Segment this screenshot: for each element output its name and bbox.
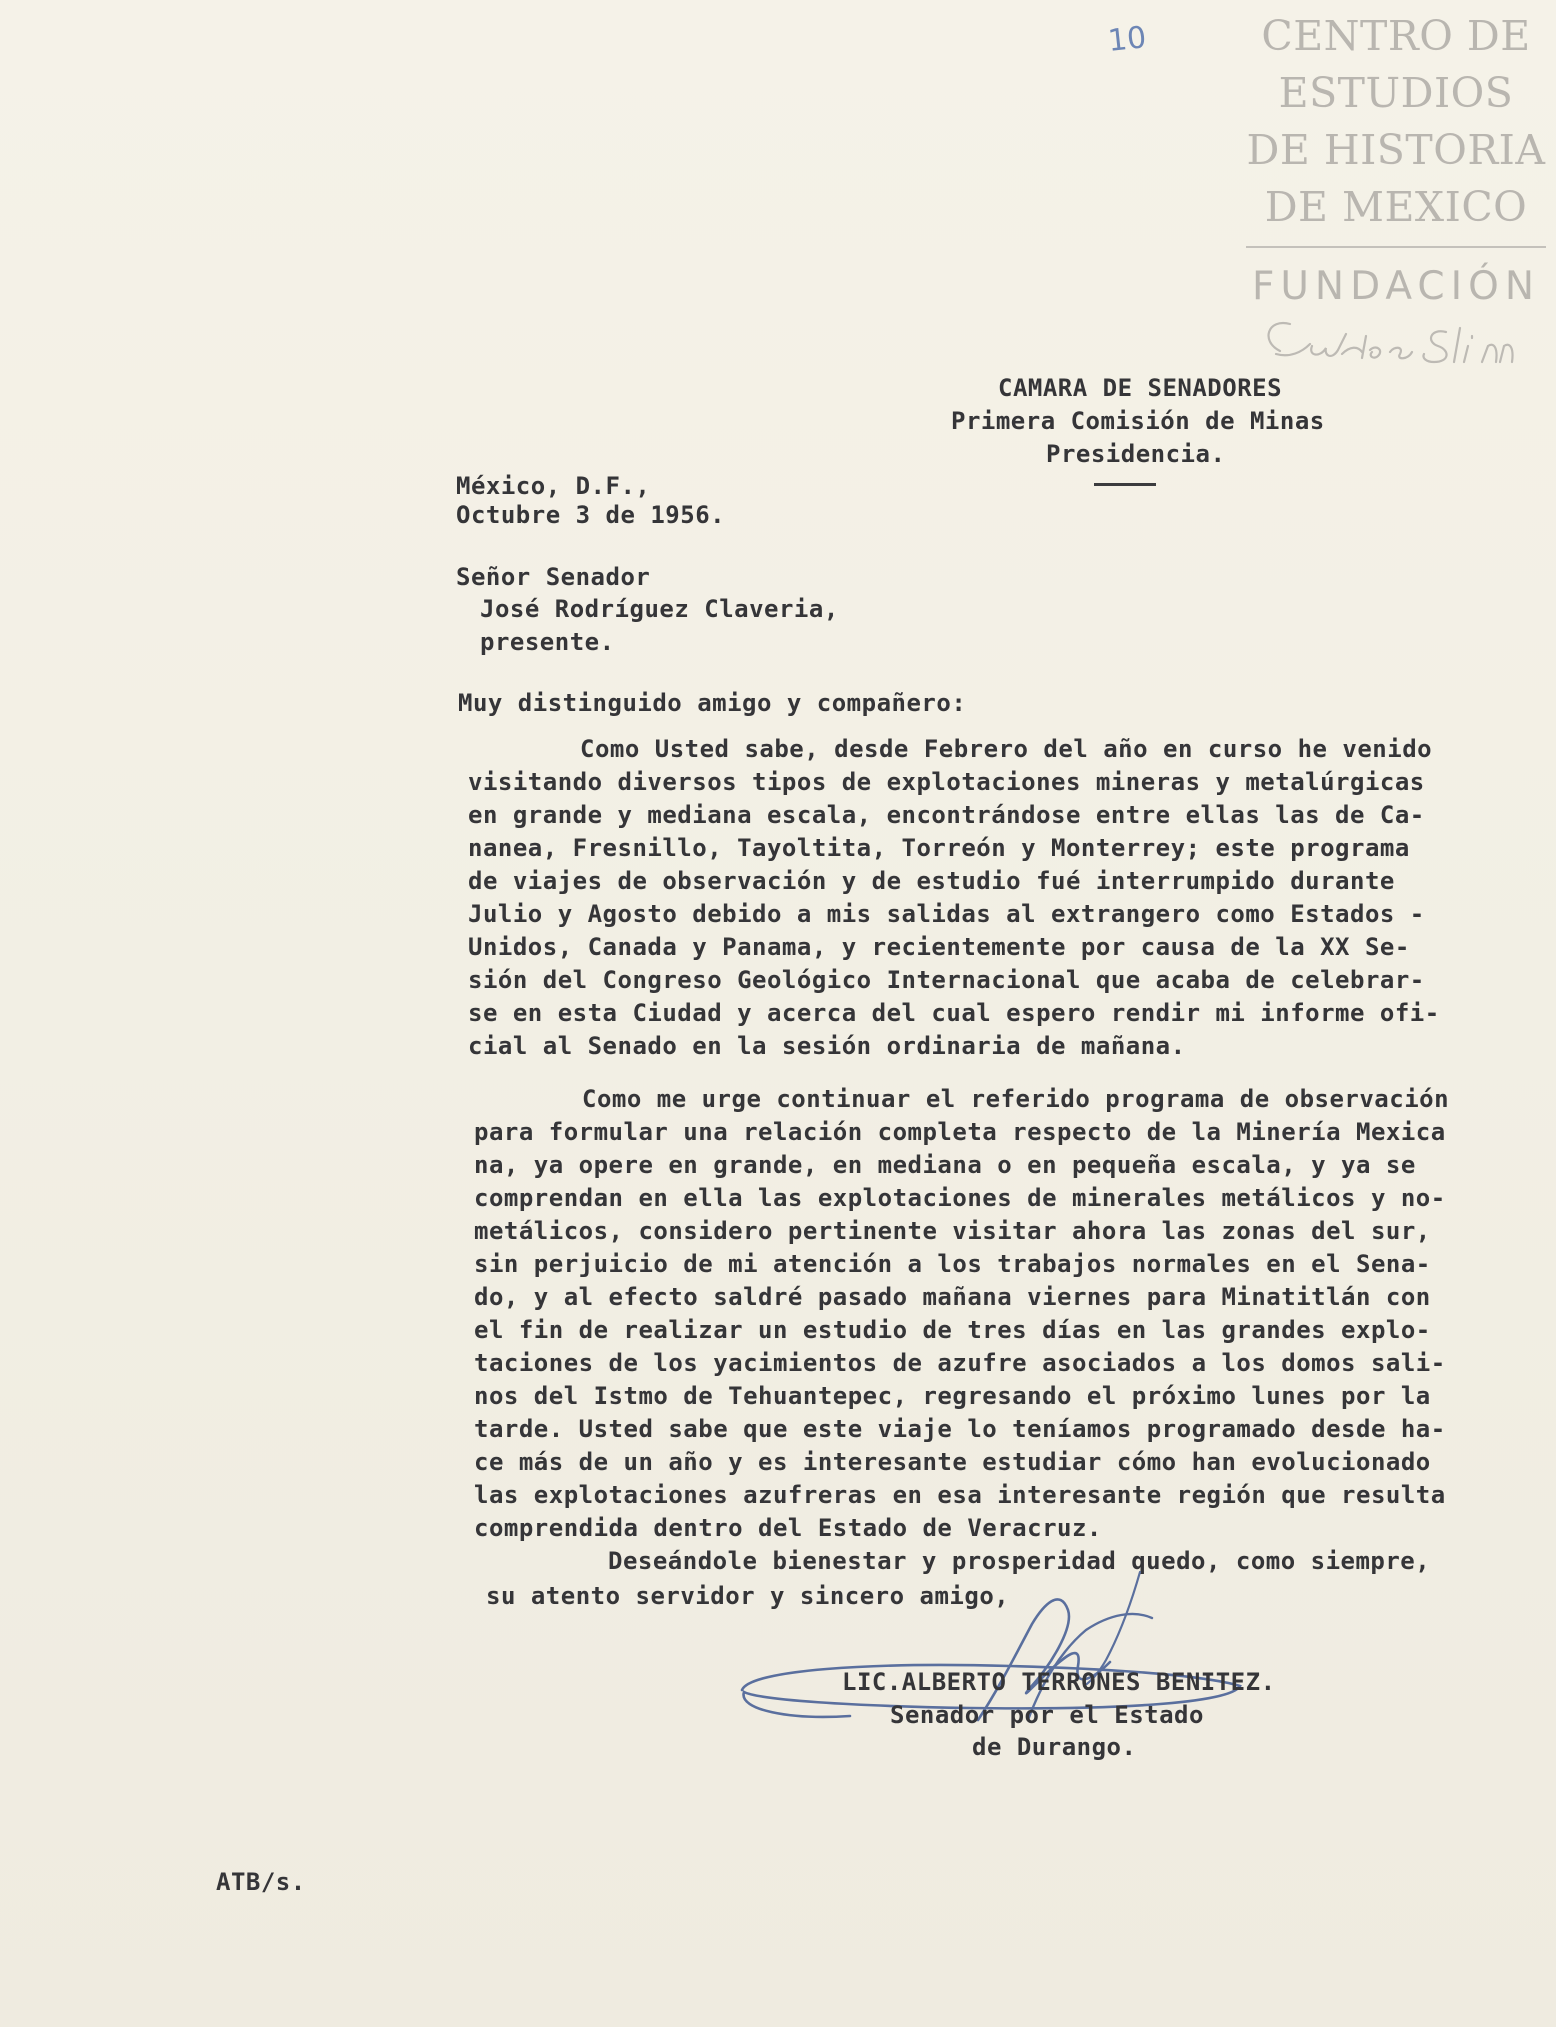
paragraph-line: Como me urge continuar el referido programa de observación — [582, 1085, 1450, 1113]
signer-name: LIC.ALBERTO TERRONES BENITEZ. — [842, 1668, 1276, 1696]
recipient-presente: presente. — [480, 628, 615, 656]
page-number-mark: 10 — [1106, 20, 1148, 59]
recipient-title: Señor Senador — [456, 563, 651, 591]
paragraph-line: comprendida dentro del Estado de Veracruz. — [474, 1514, 1102, 1542]
watermark-line: DE HISTORIA — [1246, 126, 1546, 174]
paragraph-line: Julio y Agosto debido a mis salidas al extrangero como Estados - — [468, 900, 1425, 928]
paragraph-line: tarde. Usted sabe que este viaje lo teníamos programado desde ha- — [474, 1415, 1446, 1443]
paragraph-line: Como Usted sabe, desde Febrero del año en curso he venido — [580, 735, 1433, 763]
paragraph-line: sión del Congreso Geológico Internacional que acaba de celebrar- — [468, 966, 1425, 994]
closing-line-2: su atento servidor y sincero amigo, — [486, 1582, 1010, 1610]
date-place: México, D.F., — [456, 472, 651, 500]
watermark-line: CENTRO DE — [1261, 12, 1531, 60]
watermark-line: ESTUDIOS — [1278, 69, 1514, 117]
paragraph-line: metálicos, considero pertinente visitar ahora las zonas del sur, — [474, 1217, 1431, 1245]
watermark-foundation: FUNDACIÓN — [1251, 264, 1541, 309]
letterhead-underline — [1094, 483, 1156, 486]
paragraph-line: sin perjuicio de mi atención a los trabajos normales en el Sena- — [474, 1250, 1431, 1278]
watermark-line: DE MEXICO — [1264, 183, 1528, 231]
paragraph-line: el fin de realizar un estudio de tres días en las grandes explo- — [474, 1316, 1431, 1344]
paragraph-line: nos del Istmo de Tehuantepec, regresando el próximo lunes por la — [474, 1382, 1431, 1410]
letterhead-presidency: Presidencia. — [1046, 440, 1226, 468]
paragraph-line: na, ya opere en grande, en mediana o en pequeña escala, y ya se — [474, 1151, 1416, 1179]
paragraph-line: cial al Senado en la sesión ordinaria de mañana. — [468, 1032, 1186, 1060]
paragraph-line: para formular una relación completa respecto de la Minería Mexica — [474, 1118, 1446, 1146]
watermark-divider — [1246, 246, 1546, 248]
date-line: Octubre 3 de 1956. — [456, 501, 726, 529]
watermark-signature — [1250, 306, 1550, 386]
paragraph-line: visitando diversos tipos de explotaciones mineras y metalúrgicas — [468, 768, 1425, 796]
signer-title: Senador por el Estado — [890, 1701, 1204, 1729]
paragraph-line: en grande y mediana escala, encontrándose entre ellas las de Ca- — [468, 801, 1425, 829]
paragraph-line: ce más de un año y es interesante estudiar cómo han evolucionado — [474, 1448, 1431, 1476]
paragraph-line: comprendan en ella las explotaciones de minerales metálicos y no- — [474, 1184, 1446, 1212]
paragraph-line: taciones de los yacimientos de azufre asociados a los domos sali- — [474, 1349, 1446, 1377]
paragraph-line: se en esta Ciudad y acerca del cual espero rendir mi informe ofi- — [468, 999, 1440, 1027]
paragraph-line: nanea, Fresnillo, Tayoltita, Torreón y Monterrey; este programa — [468, 834, 1410, 862]
recipient-name: José Rodríguez Claveria, — [480, 595, 839, 623]
closing-line-1: Deseándole bienestar y prosperidad quedo, como siempre, — [608, 1547, 1431, 1575]
letterhead-commission: Primera Comisión de Minas — [951, 407, 1325, 435]
paragraph-line: Unidos, Canada y Panama, y recientemente por causa de la XX Se- — [468, 933, 1410, 961]
paragraph-line: las explotaciones azufreras en esa interesante región que resulta — [474, 1481, 1446, 1509]
greeting: Muy distinguido amigo y compañero: — [458, 689, 967, 717]
paragraph-line: do, y al efecto saldré pasado mañana viernes para Minatitlán con — [474, 1283, 1431, 1311]
signer-state: de Durango. — [972, 1733, 1137, 1761]
paragraph-line: de viajes de observación y de estudio fué interrumpido durante — [468, 867, 1395, 895]
reference-initials: ATB/s. — [216, 1868, 306, 1896]
archive-watermark — [1246, 8, 1546, 312]
letterhead-chamber: CAMARA DE SENADORES — [998, 374, 1283, 402]
